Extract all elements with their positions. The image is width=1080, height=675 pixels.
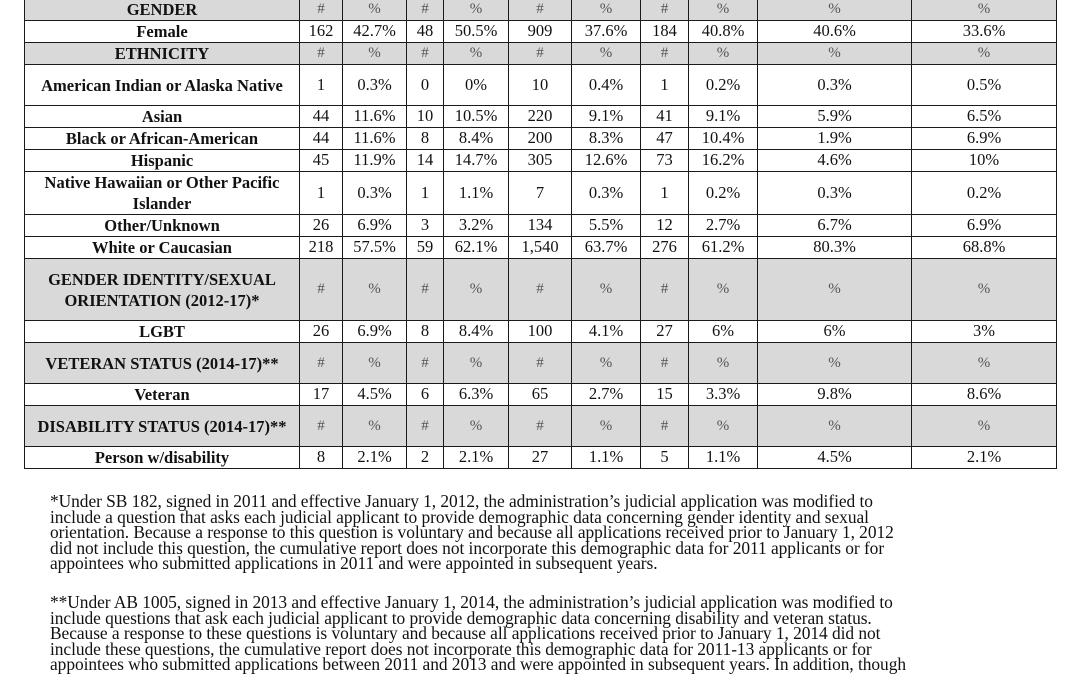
section-header-row: [25, 43, 1057, 65]
table-cell: 3%: [912, 321, 1057, 343]
table-cell: 11.9%: [343, 150, 407, 172]
table-cell: 2.1%: [912, 447, 1057, 469]
column-unit-symbol: #: [300, 43, 343, 65]
table-cell: 68.8%: [912, 237, 1057, 259]
table-cell: 2.1%: [444, 447, 509, 469]
table-cell: 27: [641, 321, 689, 343]
column-unit-symbol: #: [641, 343, 689, 384]
row-label: Native Hawaiian or Other Pacific Islander: [25, 172, 300, 215]
column-unit-symbol: %: [758, 259, 912, 321]
table-cell: 184: [641, 21, 689, 43]
table-cell: 17: [300, 384, 343, 406]
table-row: [25, 447, 1057, 469]
table-cell: 41: [641, 106, 689, 128]
column-unit-symbol: %: [444, 0, 509, 21]
table-cell: 220: [509, 106, 572, 128]
column-unit-symbol: %: [689, 259, 758, 321]
row-label: Person w/disability: [25, 447, 300, 469]
table-cell: 909: [509, 21, 572, 43]
footnote-line: orientation. Because a response to this question is voluntary and because all applications received prior to January 1, 2012: [50, 522, 894, 543]
table-cell: 8: [407, 128, 444, 150]
table-row: [25, 128, 1057, 150]
column-unit-symbol: %: [444, 406, 509, 447]
table-cell: 45: [300, 150, 343, 172]
table-row: [25, 321, 1057, 343]
section-header-row: [25, 259, 1057, 321]
row-label: LGBT: [25, 321, 300, 343]
column-unit-symbol: %: [689, 343, 758, 384]
column-unit-symbol: %: [758, 406, 912, 447]
table-cell: 47: [641, 128, 689, 150]
section-title: DISABILITY STATUS (2014-17)**: [25, 406, 300, 447]
table-cell: 40.6%: [758, 21, 912, 43]
column-unit-symbol: %: [689, 406, 758, 447]
table-row: [25, 65, 1057, 106]
table-cell: 63.7%: [572, 237, 641, 259]
table-cell: 3: [407, 215, 444, 237]
table-cell: 80.3%: [758, 237, 912, 259]
table-cell: 4.5%: [758, 447, 912, 469]
row-label: Other/Unknown: [25, 215, 300, 237]
table-cell: 1.9%: [758, 128, 912, 150]
table-cell: 0.5%: [912, 65, 1057, 106]
table-cell: 0.2%: [912, 172, 1057, 215]
table-cell: 5.5%: [572, 215, 641, 237]
column-unit-symbol: #: [300, 0, 343, 21]
table-cell: 1.1%: [689, 447, 758, 469]
table-cell: 40.8%: [689, 21, 758, 43]
table-cell: 0.2%: [689, 65, 758, 106]
table-cell: 16.2%: [689, 150, 758, 172]
column-unit-symbol: %: [912, 259, 1057, 321]
footnote-line: appointees who submitted applications in 2011 and were appointed in subsequent years.: [50, 553, 658, 574]
table-cell: 1: [407, 172, 444, 215]
table-cell: 50.5%: [444, 21, 509, 43]
row-label: Hispanic: [25, 150, 300, 172]
column-unit-symbol: #: [300, 406, 343, 447]
column-unit-symbol: #: [509, 43, 572, 65]
table-cell: 59: [407, 237, 444, 259]
table-cell: 200: [509, 128, 572, 150]
section-header-row: [25, 343, 1057, 384]
demographics-table: [24, 0, 1057, 469]
table-cell: 44: [300, 106, 343, 128]
table-cell: 6.9%: [343, 321, 407, 343]
column-unit-symbol: #: [509, 343, 572, 384]
table-cell: 57.5%: [343, 237, 407, 259]
table-cell: 6%: [758, 321, 912, 343]
table-cell: 276: [641, 237, 689, 259]
footnote-line: include these questions, the cumulative report does not incorporate this demographic data for 2011-13 applicants or for: [50, 638, 872, 659]
footnote-line: appointees who submitted applications between 2011 and 2013 and were appointed in subsequent years. In addition, though: [50, 654, 906, 675]
table-cell: 2.7%: [689, 215, 758, 237]
table-cell: 14: [407, 150, 444, 172]
table-cell: 8.4%: [444, 321, 509, 343]
table-cell: 218: [300, 237, 343, 259]
table-cell: 8.4%: [444, 128, 509, 150]
column-unit-symbol: #: [509, 406, 572, 447]
table-cell: 9.8%: [758, 384, 912, 406]
table-cell: 10.4%: [689, 128, 758, 150]
table-cell: 27: [509, 447, 572, 469]
table-cell: 1: [300, 65, 343, 106]
table-cell: 0.3%: [572, 172, 641, 215]
table-cell: 10: [407, 106, 444, 128]
row-label: Veteran: [25, 384, 300, 406]
table-cell: 2.1%: [343, 447, 407, 469]
column-unit-symbol: #: [407, 343, 444, 384]
column-unit-symbol: %: [343, 259, 407, 321]
table-cell: 3.2%: [444, 215, 509, 237]
table-cell: 6.3%: [444, 384, 509, 406]
section-title: GENDER: [25, 0, 300, 21]
column-unit-symbol: %: [444, 343, 509, 384]
column-unit-symbol: %: [343, 0, 407, 21]
table-cell: 8: [407, 321, 444, 343]
table-cell: 7: [509, 172, 572, 215]
table-cell: 9.1%: [572, 106, 641, 128]
column-unit-symbol: #: [509, 0, 572, 21]
table-cell: 1: [641, 65, 689, 106]
table-cell: 162: [300, 21, 343, 43]
table-cell: 2.7%: [572, 384, 641, 406]
section-title: VETERAN STATUS (2014-17)**: [25, 343, 300, 384]
table-cell: 11.6%: [343, 128, 407, 150]
table-cell: 8.3%: [572, 128, 641, 150]
column-unit-symbol: %: [912, 406, 1057, 447]
table-cell: 15: [641, 384, 689, 406]
table-cell: 0.3%: [758, 172, 912, 215]
section-header-row: [25, 406, 1057, 447]
table-cell: 37.6%: [572, 21, 641, 43]
column-unit-symbol: %: [572, 343, 641, 384]
table-cell: 12: [641, 215, 689, 237]
table-cell: 44: [300, 128, 343, 150]
section-title: GENDER IDENTITY/SEXUAL ORIENTATION (2012-17)*: [25, 259, 300, 321]
footnote-gender-identity: [50, 491, 1060, 574]
table-cell: 5.9%: [758, 106, 912, 128]
table-cell: 62.1%: [444, 237, 509, 259]
table-cell: 0.3%: [758, 65, 912, 106]
row-label: Black or African-American: [25, 128, 300, 150]
table-cell: 3.3%: [689, 384, 758, 406]
column-unit-symbol: #: [641, 406, 689, 447]
table-cell: 26: [300, 215, 343, 237]
table-cell: 6.5%: [912, 106, 1057, 128]
table-row: [25, 384, 1057, 406]
column-unit-symbol: %: [912, 0, 1057, 21]
table-cell: 1,540: [509, 237, 572, 259]
column-unit-symbol: #: [641, 259, 689, 321]
footnote-line: **Under AB 1005, signed in 2013 and effective January 1, 2014, the administration’s judicial application was modified to: [50, 592, 893, 612]
table-cell: 8.6%: [912, 384, 1057, 406]
table-cell: 14.7%: [444, 150, 509, 172]
column-unit-symbol: #: [509, 259, 572, 321]
column-unit-symbol: #: [407, 43, 444, 65]
column-unit-symbol: %: [572, 406, 641, 447]
table-body: [25, 0, 1057, 469]
column-unit-symbol: %: [444, 259, 509, 321]
table-cell: 1.1%: [572, 447, 641, 469]
table-cell: 0.3%: [343, 65, 407, 106]
table-cell: 33.6%: [912, 21, 1057, 43]
column-unit-symbol: %: [572, 43, 641, 65]
table-cell: 134: [509, 215, 572, 237]
column-unit-symbol: %: [343, 406, 407, 447]
table-cell: 0%: [444, 65, 509, 106]
table-cell: 61.2%: [689, 237, 758, 259]
column-unit-symbol: #: [300, 343, 343, 384]
table-row: [25, 237, 1057, 259]
table-cell: 0.4%: [572, 65, 641, 106]
column-unit-symbol: %: [572, 259, 641, 321]
column-unit-symbol: #: [407, 406, 444, 447]
footnote-line: did not include this question, the cumulative report does not incorporate this demographic data for 2011 applicants or for: [50, 537, 885, 558]
table-cell: 6.9%: [912, 128, 1057, 150]
table-row: [25, 172, 1057, 215]
section-title: ETHNICITY: [25, 43, 300, 65]
column-unit-symbol: %: [758, 43, 912, 65]
table-cell: 5: [641, 447, 689, 469]
table-cell: 4.5%: [343, 384, 407, 406]
footnote-line: *Under SB 182, signed in 2011 and effective January 1, 2012, the administration’s judicial application was modified to: [50, 491, 873, 511]
column-unit-symbol: #: [641, 0, 689, 21]
table-row: [25, 21, 1057, 43]
table-cell: 0.2%: [689, 172, 758, 215]
column-unit-symbol: #: [407, 0, 444, 21]
table-cell: 6: [407, 384, 444, 406]
table-cell: 6.7%: [758, 215, 912, 237]
column-unit-symbol: %: [343, 43, 407, 65]
table-cell: 1: [300, 172, 343, 215]
table-cell: 42.7%: [343, 21, 407, 43]
column-unit-symbol: %: [689, 0, 758, 21]
footnote-line: include a question that asks each judicial applicant to provide demographic data concerning gender identity and sexual: [50, 506, 869, 527]
row-label: White or Caucasian: [25, 237, 300, 259]
table-cell: 10.5%: [444, 106, 509, 128]
table-cell: 4.6%: [758, 150, 912, 172]
table-cell: 48: [407, 21, 444, 43]
table-cell: 6.9%: [343, 215, 407, 237]
column-unit-symbol: #: [300, 259, 343, 321]
row-label: American Indian or Alaska Native: [25, 65, 300, 106]
table-cell: 12.6%: [572, 150, 641, 172]
table-cell: 0: [407, 65, 444, 106]
table-row: [25, 106, 1057, 128]
table-cell: 8: [300, 447, 343, 469]
table-row: [25, 150, 1057, 172]
column-unit-symbol: %: [758, 0, 912, 21]
row-label: Asian: [25, 106, 300, 128]
table-cell: 26: [300, 321, 343, 343]
footnote-line: Because a response to these questions is voluntary and because all applications received prior to January 1, 2014 did not: [50, 623, 881, 644]
section-header-row: [25, 0, 1057, 21]
table-cell: 6%: [689, 321, 758, 343]
footnote-veteran-disability: [50, 592, 1060, 675]
table-cell: 1: [641, 172, 689, 215]
table-cell: 305: [509, 150, 572, 172]
column-unit-symbol: %: [572, 0, 641, 21]
table-cell: 73: [641, 150, 689, 172]
table-cell: 6.9%: [912, 215, 1057, 237]
table-cell: 4.1%: [572, 321, 641, 343]
table-cell: 0.3%: [343, 172, 407, 215]
column-unit-symbol: %: [758, 343, 912, 384]
row-label: Female: [25, 21, 300, 43]
column-unit-symbol: #: [641, 43, 689, 65]
column-unit-symbol: %: [343, 343, 407, 384]
footnote-line: include questions that ask each judicial applicant to provide demographic data concerning disability and veteran status.: [50, 607, 872, 628]
table-row: [25, 215, 1057, 237]
column-unit-symbol: %: [912, 343, 1057, 384]
column-unit-symbol: %: [689, 43, 758, 65]
table-cell: 10: [509, 65, 572, 106]
column-unit-symbol: %: [444, 43, 509, 65]
table-cell: 100: [509, 321, 572, 343]
column-unit-symbol: #: [407, 259, 444, 321]
table-cell: 2: [407, 447, 444, 469]
column-unit-symbol: %: [912, 43, 1057, 65]
table-cell: 10%: [912, 150, 1057, 172]
table-cell: 65: [509, 384, 572, 406]
table-cell: 1.1%: [444, 172, 509, 215]
table-cell: 11.6%: [343, 106, 407, 128]
table-cell: 9.1%: [689, 106, 758, 128]
